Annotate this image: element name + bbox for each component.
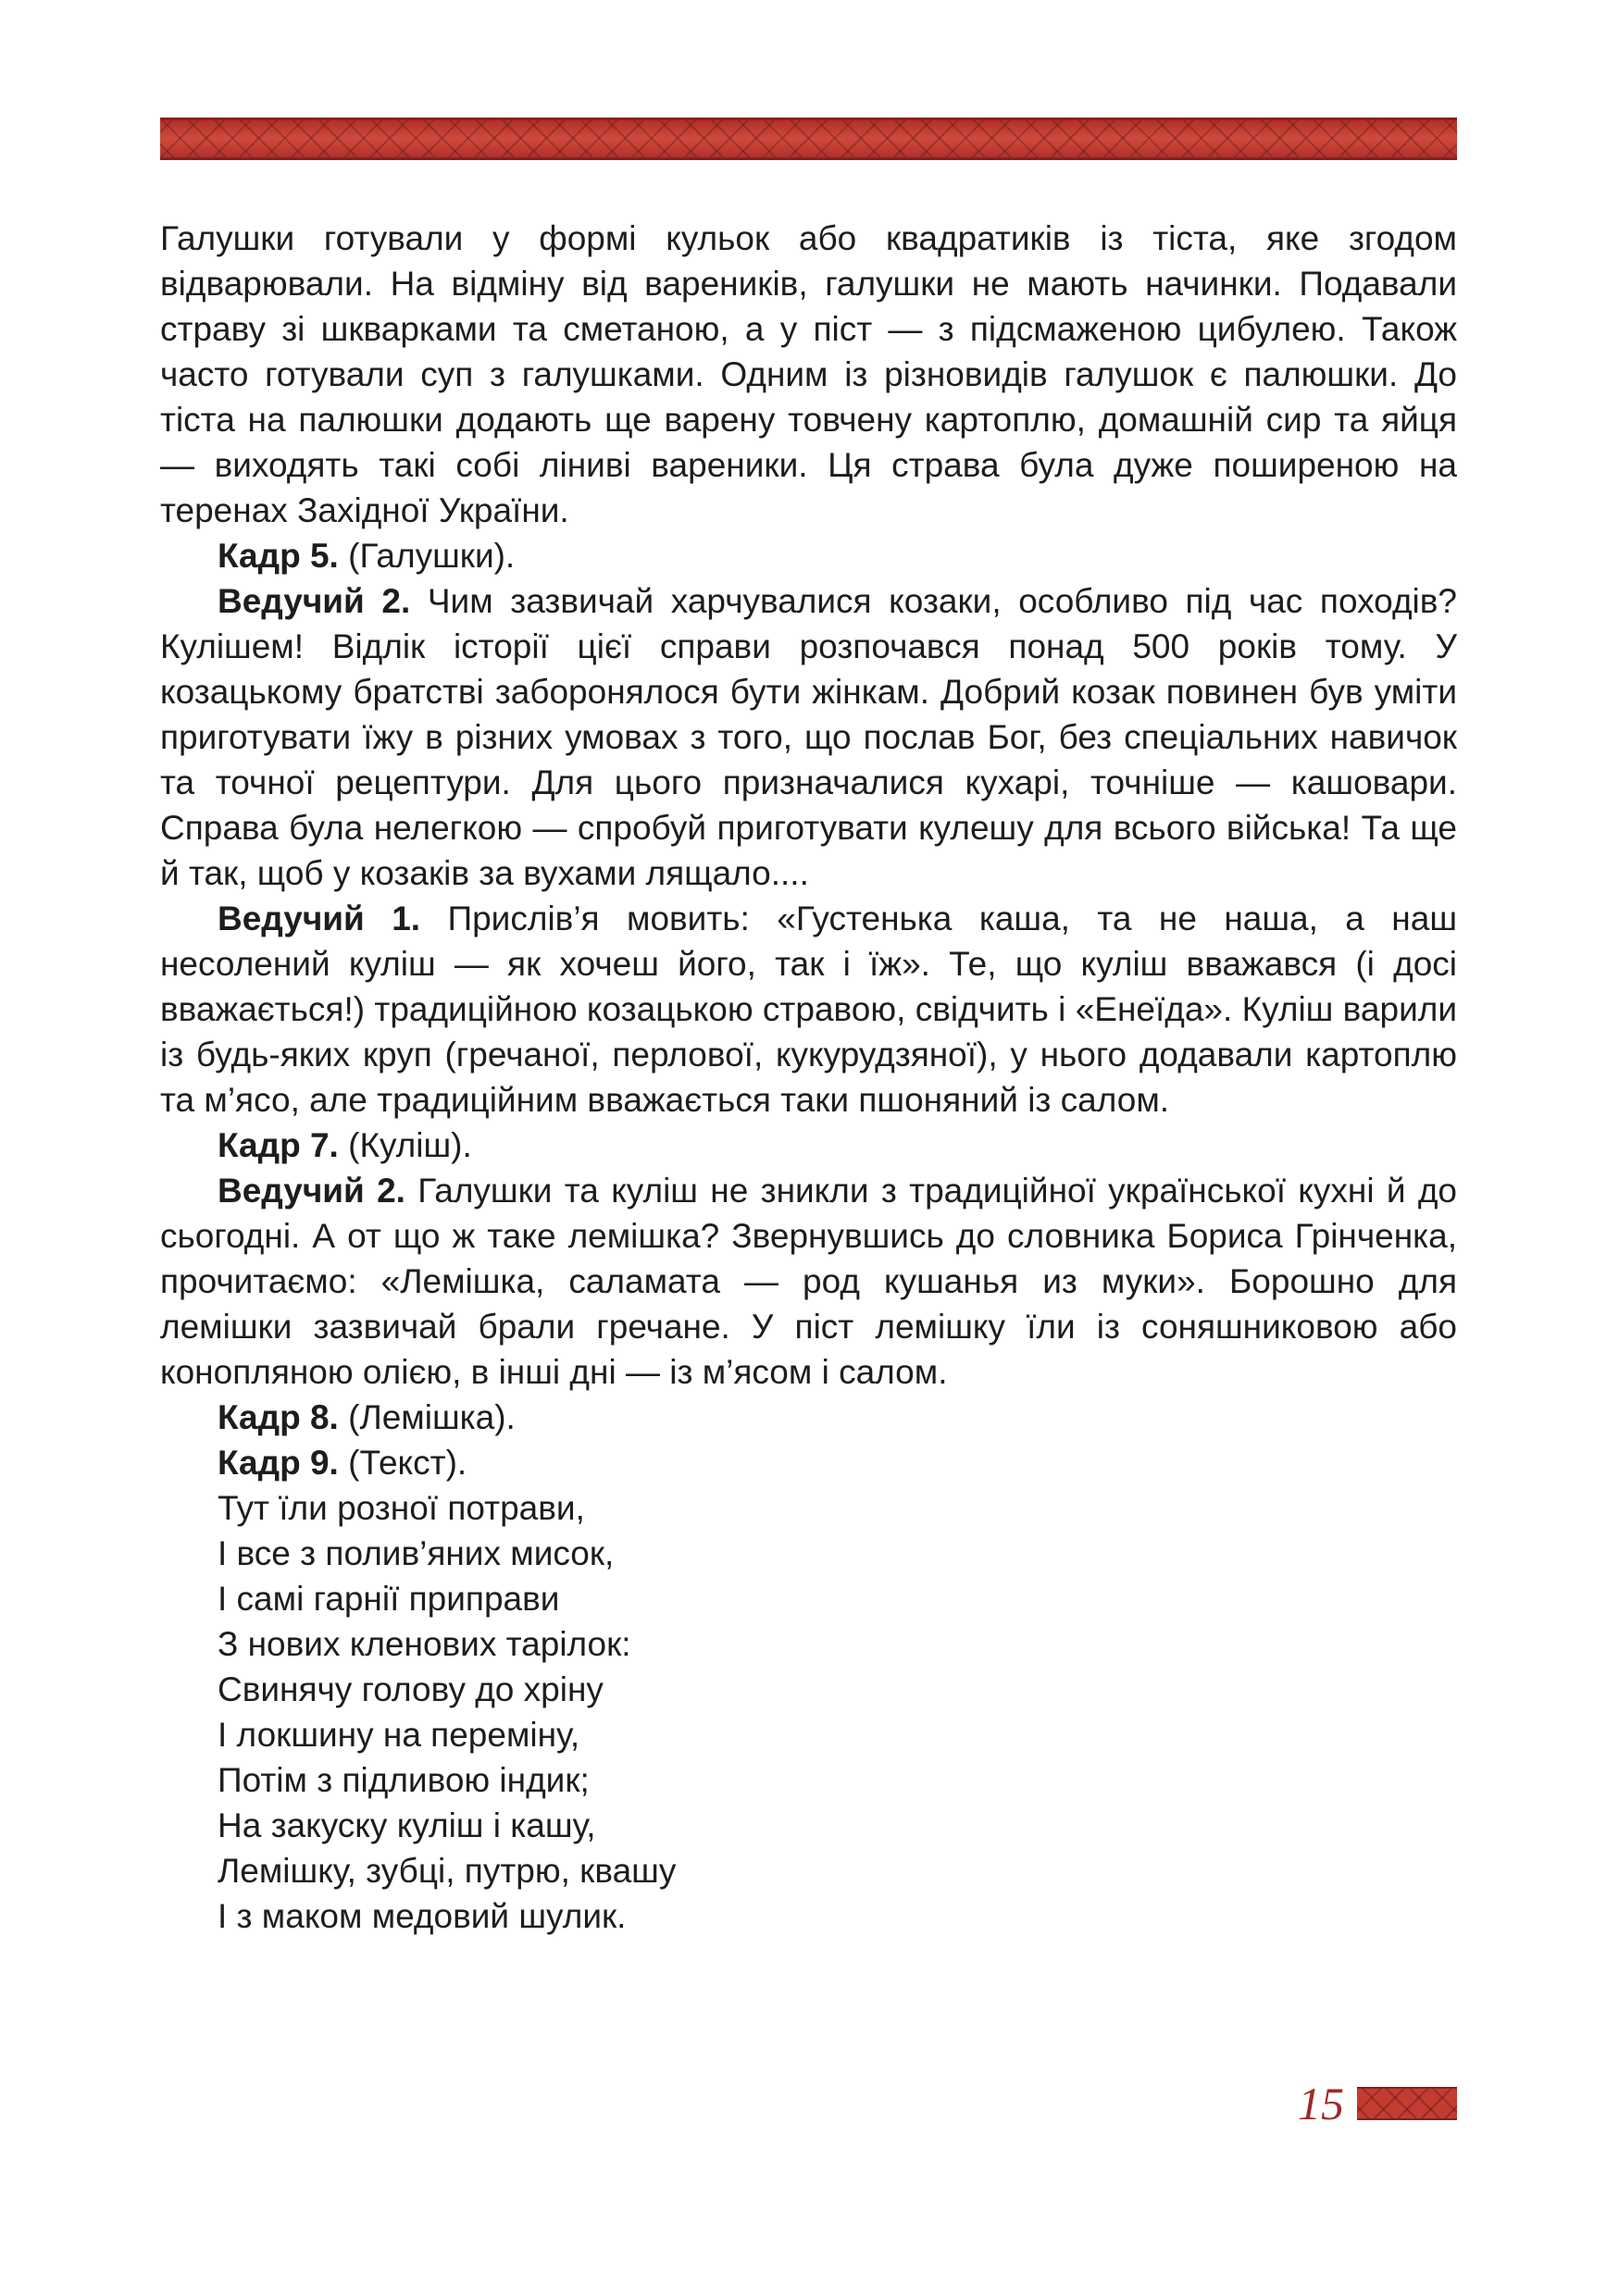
frame-9-line [160,1440,1457,1485]
frame-caption: (Текст). [348,1444,467,1482]
frame-label: Кадр 5. [218,537,339,575]
frame-caption: (Галушки). [348,537,516,575]
poem-line: Тут їли розної потрави, [218,1489,585,1527]
speaker-label: Ведучий 2. [218,582,411,620]
paragraph-lemishka [160,1168,1457,1395]
poem [160,1485,1457,1939]
poem-line: І самі гарнії приправи [218,1580,560,1618]
poem-line: Лемішку, зубці, путрю, квашу [218,1852,677,1890]
frame-caption: (Лемішка). [348,1398,516,1436]
frame-8-line [160,1395,1457,1440]
main-text [160,216,1457,1939]
page-number: 15 [1298,2078,1344,2129]
poem-line: І все з полив’яних мисок, [218,1534,615,1572]
poem-line: Свинячу голову до хріну [218,1670,604,1708]
frame-7-line [160,1123,1457,1168]
frame-label: Кадр 7. [218,1126,339,1164]
poem-line: На закуску куліш і кашу, [218,1806,596,1844]
frame-label: Кадр 8. [218,1398,339,1436]
page-footer [1298,2080,1457,2127]
frame-caption: (Куліш). [348,1126,472,1164]
poem-line: Потім з підливою індик; [218,1761,590,1799]
top-ornament-band [160,118,1457,160]
speaker-label: Ведучий 2. [218,1172,405,1210]
frame-5-line [160,533,1457,578]
poem-line: І з маком медовий шулик. [218,1897,627,1935]
speaker-text: Прислів’я мовить: «Густенька каша, та не наша, а наш несолений куліш — як хочеш його, так і їж». Те, що куліш вважався (і досі вважається!) традиційною козацькою стравою, свідчить і «Енеїда». Куліш варили із будь-яких круп (гречаної, перлової, кукурудзяної), у нього додавали картоплю та м’ясо, але традиційним вважається таки пшоняний із салом. [160,900,1457,1119]
speaker-text: Чим зазвичай харчувалися козаки, особливо під час походів? Кулішем! Відлік історії цієї справи розпочався понад 500 років тому. У козацькому братстві заборонялося бути жінкам. Добрий козак повинен був уміти приготувати їжу в різних умовах з того, що послав Бог, без спеціальних навичок та точної рецептури. Для цього призначалися кухарі, точніше — кашовари. Справа була нелегкою — спробуй приготувати кулешу для всього війська! Та ще й так, щоб у козаків за вухами лящало.... [160,582,1457,892]
frame-label: Кадр 9. [218,1444,339,1482]
poem-line: І локшину на переміну, [218,1716,580,1754]
speaker-label: Ведучий 1. [218,900,421,937]
paragraph-galushky: Галушки готували у формі кульок або квадратиків із тіста, яке згодом відварювали. На відміну від вареників, галушки не мають начинки. Подавали страву зі шкварками та сметаною, а у піст — з підсмаженою цибулею. Також часто готували суп з галушками. Одним із різновидів галушок є палюшки. До тіста на палюшки додають ще варену товчену картоплю, домашній сир та яйця — виходять такі собі ліниві вареники. Ця страва була дуже поширеною на теренах Західної України. [160,219,1457,529]
paragraph-kulish-proverb [160,896,1457,1123]
poem-line: З нових кленових тарілок: [218,1625,631,1663]
footer-ornament [1357,2087,1457,2120]
speaker-text: Галушки та куліш не зникли з традиційної української кухні й до сьогодні. А от що ж таке лемішка? Звернувшись до словника Бориса Грінченка, прочитаємо: «Лемішка, саламата — род кушанья из муки». Борошно для лемішки зазвичай брали гречане. У піст лемішку їли із соняшниковою або конопляною олією, в інші дні — із м’ясом і салом. [160,1172,1458,1391]
paragraph-kulish-history [160,578,1457,896]
